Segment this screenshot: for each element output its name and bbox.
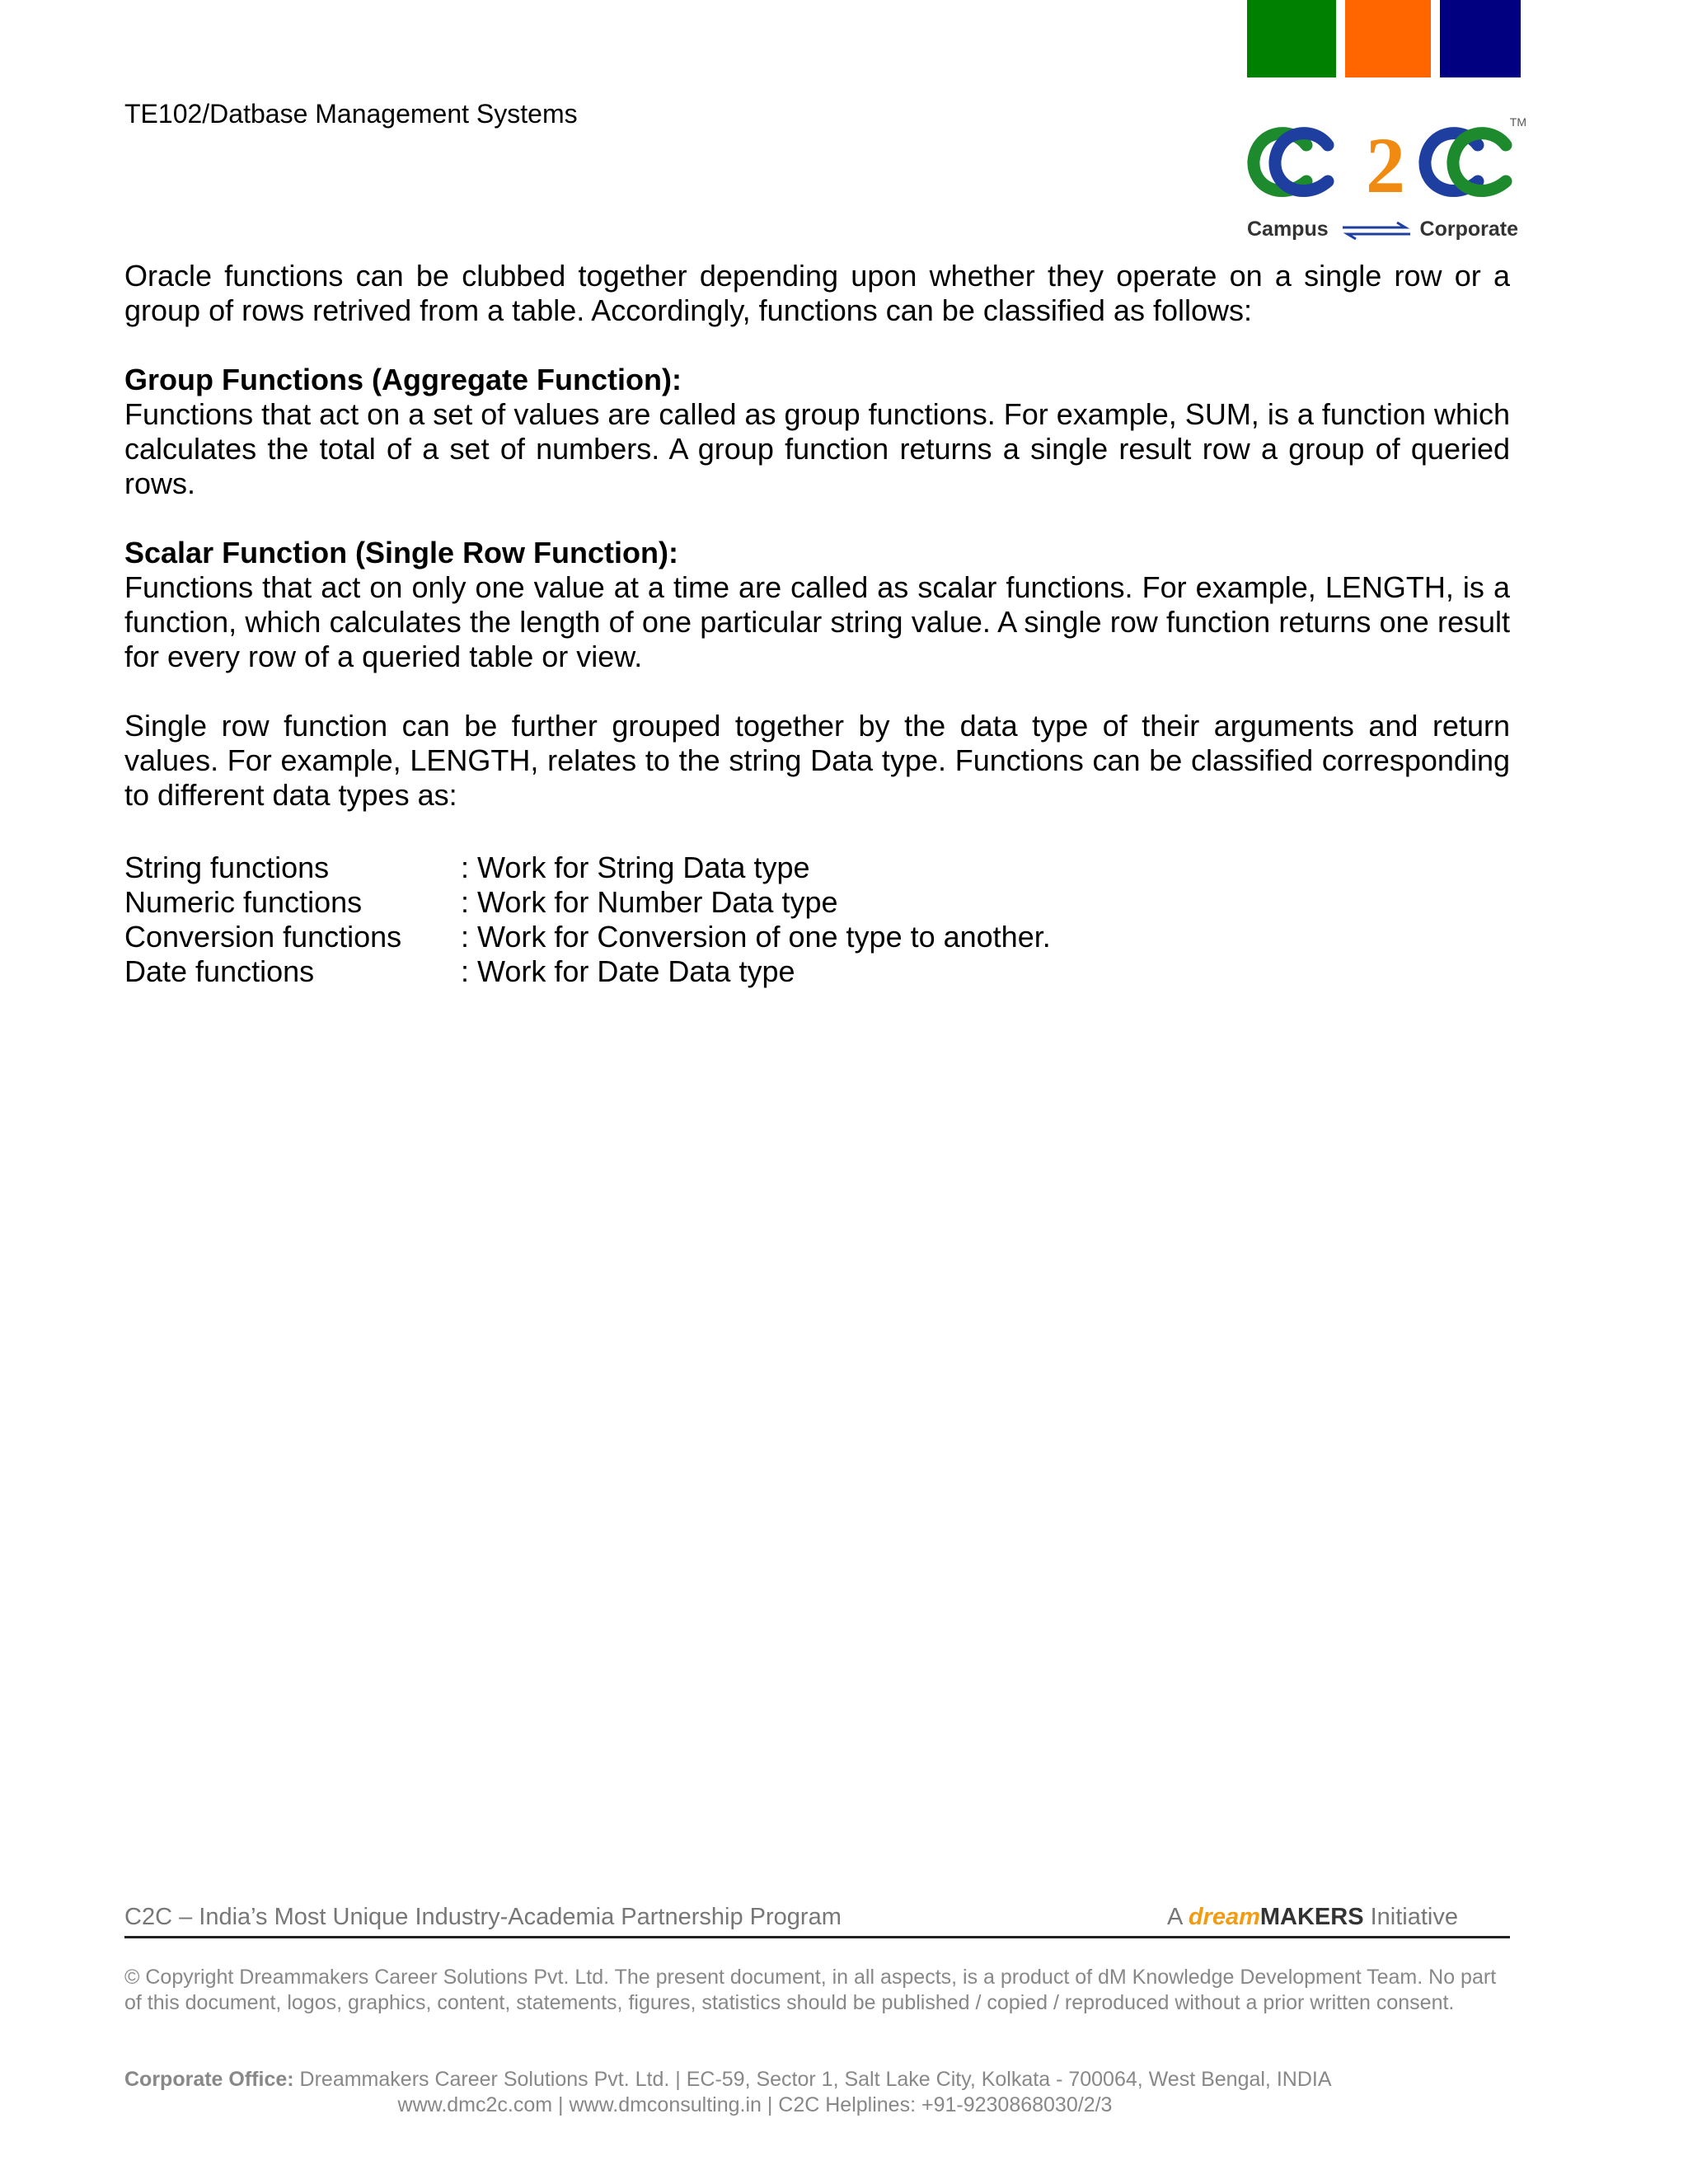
brand-dream: dream (1188, 1904, 1260, 1930)
list-item (124, 851, 1051, 885)
logo-caption-corporate: Corporate (1419, 218, 1518, 241)
intro-paragraph: Oracle functions can be clubbed together depending upon whether they operate on a single row or a group of rows retrived from a table. Accordingly, functions can be classified as follows: (124, 259, 1510, 327)
document-body (124, 259, 1510, 813)
copyright-notice: © Copyright Dreammakers Career Solutions Pvt. Ltd. The present document, in all aspects, is a product of dM Knowledge Development Team. No part of this document, logos, graphics, content, statements, figures, statistics should be published / copied / reproduced without a prior written consent. (124, 1966, 1497, 2014)
group-functions-text: Functions that act on a set of values are called as group functions. For example, SUM, is a function which calculates the total of a set of numbers. A group function returns a single result row a group of queried rows. (124, 397, 1510, 500)
list-item (124, 885, 1051, 920)
initiative-prefix: A (1167, 1904, 1182, 1930)
group-functions-heading: Group Functions (Aggregate Function): (124, 363, 682, 396)
logo-caption-campus: Campus (1247, 218, 1329, 241)
double-arrow-icon (1339, 221, 1414, 241)
initiative-suffix: Initiative (1370, 1904, 1458, 1930)
scalar-function-text: Functions that act on only one value at a time are called as scalar functions. For example, LENGTH, is a function, which calculates the length of one particular string value. A single row function returns one result for every row of a queried table or view. (124, 570, 1510, 673)
c2c-logo (1242, 115, 1526, 247)
green-block (1247, 0, 1336, 77)
function-type-name: String functions (124, 851, 330, 884)
orange-block (1345, 0, 1431, 77)
function-type-desc: : Work for String Data type (461, 851, 810, 884)
c2c-logo-mark (1242, 115, 1526, 214)
list-item (124, 920, 1051, 954)
svg-text:2: 2 (1366, 121, 1405, 209)
scalar-function-heading: Scalar Function (Single Row Function): (124, 536, 678, 569)
office-address: Dreammakers Career Solutions Pvt. Ltd. | EC-59, Sector 1, Salt Lake City, Kolkata - 700064, West Bengal, INDIA (299, 2068, 1332, 2091)
course-title: TE102/Datbase Management Systems (124, 99, 578, 129)
footer-program-line (124, 1904, 1509, 1931)
function-type-desc: : Work for Date Data type (461, 954, 795, 988)
footer-initiative (1167, 1904, 1458, 1931)
single-row-paragraph: Single row function can be further grouped together by the data type of their arguments and return values. For example, LENGTH, relates to the string Data type. Functions can be classified corresponding to different data types as: (124, 709, 1510, 812)
function-type-name: Date functions (124, 954, 315, 988)
corporate-office (124, 2067, 1510, 2118)
navy-block (1440, 0, 1521, 77)
function-type-desc: : Work for Number Data type (461, 885, 838, 919)
brand-makers: MAKERS (1259, 1904, 1364, 1930)
office-contacts: www.dmc2c.com | www.dmconsulting.in | C2C Helplines: +91-9230868030/2/3 (397, 2093, 1113, 2116)
office-label: Corporate Office: (124, 2068, 294, 2091)
brand-color-blocks (1247, 0, 1521, 77)
function-type-desc: : Work for Conversion of one type to another. (461, 920, 1051, 954)
function-type-name: Conversion functions (124, 920, 402, 954)
list-item (124, 954, 1051, 989)
trademark-mark: TM (1509, 115, 1526, 129)
function-type-name: Numeric functions (124, 885, 363, 919)
footer-divider (124, 1936, 1510, 1938)
footer-program-text: C2C – India’s Most Unique Industry-Academia Partnership Program (124, 1904, 842, 1930)
function-types-list (124, 851, 1051, 989)
